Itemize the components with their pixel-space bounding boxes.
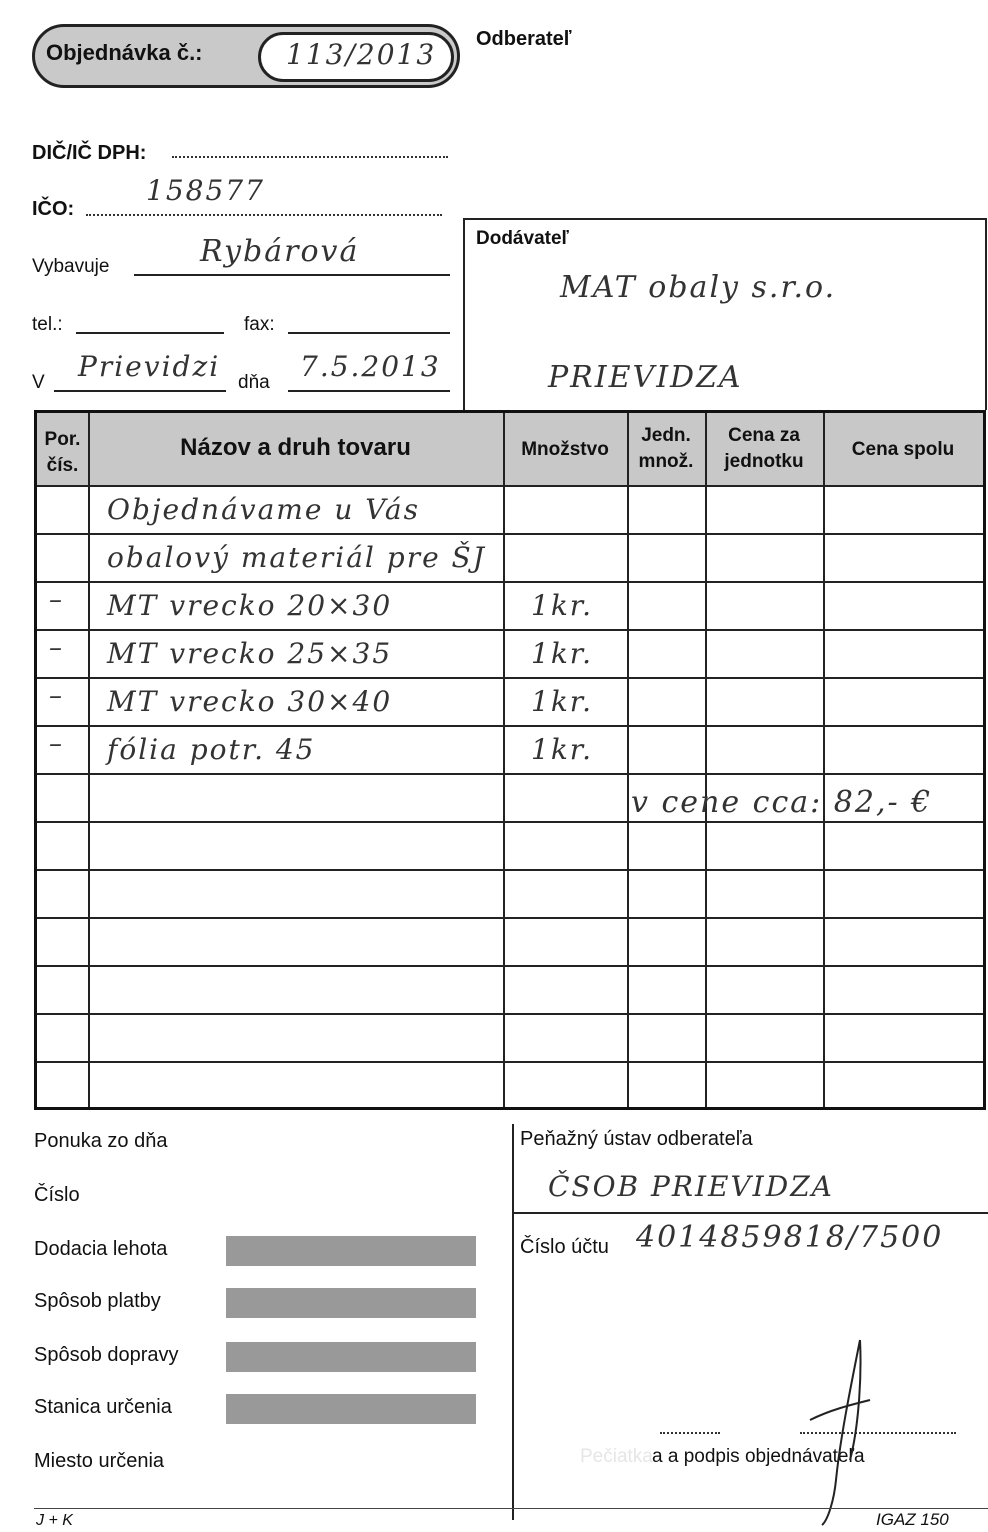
order-number-value: 113/2013: [286, 38, 437, 71]
items-table: [34, 410, 986, 1110]
table-row-name: MT vrecko 30×40: [107, 685, 393, 718]
table-row-no: –: [49, 585, 64, 615]
stamp-label: a a podpis objednávateľa: [652, 1446, 865, 1467]
payment-label: Spôsob platby: [34, 1290, 161, 1312]
handled-by-label: Vybavuje: [32, 256, 110, 277]
number-label: Číslo: [34, 1184, 80, 1206]
signature: [800, 1330, 890, 1530]
table-row-qty: 1kr.: [531, 685, 593, 718]
stamp-prefix: Pečiatka: [580, 1446, 653, 1467]
delivery-field[interactable]: [226, 1236, 476, 1266]
transport-label: Spôsob dopravy: [34, 1344, 179, 1366]
table-row-qty: 1kr.: [531, 733, 593, 766]
table-row-no: –: [49, 681, 64, 711]
table-row-qty: 1kr.: [531, 589, 593, 622]
form-code: IGAZ 150: [876, 1510, 949, 1529]
bank-divider: [512, 1212, 988, 1214]
table-row-qty: 1kr.: [531, 637, 593, 670]
customer-label: Odberateľ: [476, 28, 572, 50]
bank-label: Peňažný ústav odberateľa: [520, 1128, 753, 1150]
supplier-city: PRIEVIDZA: [548, 360, 743, 395]
table-row-name: MT vrecko 20×30: [107, 589, 393, 622]
station-field[interactable]: [226, 1394, 476, 1424]
table-row-name: MT vrecko 25×35: [107, 637, 393, 670]
tel-label: tel.:: [32, 314, 63, 335]
date-field[interactable]: [288, 390, 450, 392]
place-value: Prievidzi: [78, 350, 221, 383]
col-header-total: Cena spolu: [851, 439, 955, 460]
stamp-dots-left: [660, 1432, 720, 1434]
supplier-label: Dodávateľ: [476, 228, 569, 249]
destination-label: Miesto určenia: [34, 1450, 165, 1472]
ico-field[interactable]: [86, 214, 442, 216]
payment-field[interactable]: [226, 1288, 476, 1318]
bank-value: ČSOB PRIEVIDZA: [548, 1170, 834, 1203]
col-header-unit: Jedn. množ.: [638, 425, 694, 472]
offer-date-label: Ponuka zo dňa: [34, 1130, 168, 1152]
table-row-name: obalový materiál pre ŠJ: [107, 541, 486, 574]
dic-label: DIČ/IČ DPH:: [32, 142, 147, 164]
account-value: 4014859818/7500: [636, 1220, 944, 1255]
fax-field[interactable]: [288, 332, 450, 334]
place-field[interactable]: [54, 390, 226, 392]
handled-by-field[interactable]: [134, 274, 450, 276]
tel-field[interactable]: [76, 332, 224, 334]
table-row-name: Objednávame u Vás: [107, 493, 420, 526]
fax-label: fax:: [244, 314, 275, 335]
printer-code: J + K: [36, 1512, 73, 1529]
table-row-no: –: [49, 633, 64, 663]
col-header-no: Por. čís.: [44, 429, 81, 476]
bottom-rule: [34, 1508, 988, 1509]
account-label: Číslo účtu: [520, 1236, 609, 1258]
date-label: dňa: [238, 372, 270, 393]
ico-value: 158577: [146, 174, 265, 207]
col-header-name: Názov a druh tovaru: [180, 434, 411, 461]
supplier-name: MAT obaly s.r.o.: [560, 270, 837, 305]
transport-field[interactable]: [226, 1342, 476, 1372]
table-row-name: fólia potr. 45: [107, 733, 316, 766]
col-header-qty: Množstvo: [521, 439, 609, 460]
price-note: v cene cca: 82,- €: [631, 785, 933, 820]
col-header-unit-price: Cena za jednotku: [724, 425, 804, 472]
dic-field[interactable]: [172, 156, 448, 158]
date-value: 7.5.2013: [300, 350, 441, 383]
delivery-label: Dodacia lehota: [34, 1238, 168, 1260]
ico-label: IČO:: [32, 198, 75, 220]
handled-by-value: Rybárová: [200, 234, 360, 269]
place-label: V: [32, 372, 45, 393]
station-label: Stanica určenia: [34, 1396, 172, 1418]
table-row-no: –: [49, 729, 64, 759]
order-label: Objednávka č.:: [46, 40, 203, 65]
